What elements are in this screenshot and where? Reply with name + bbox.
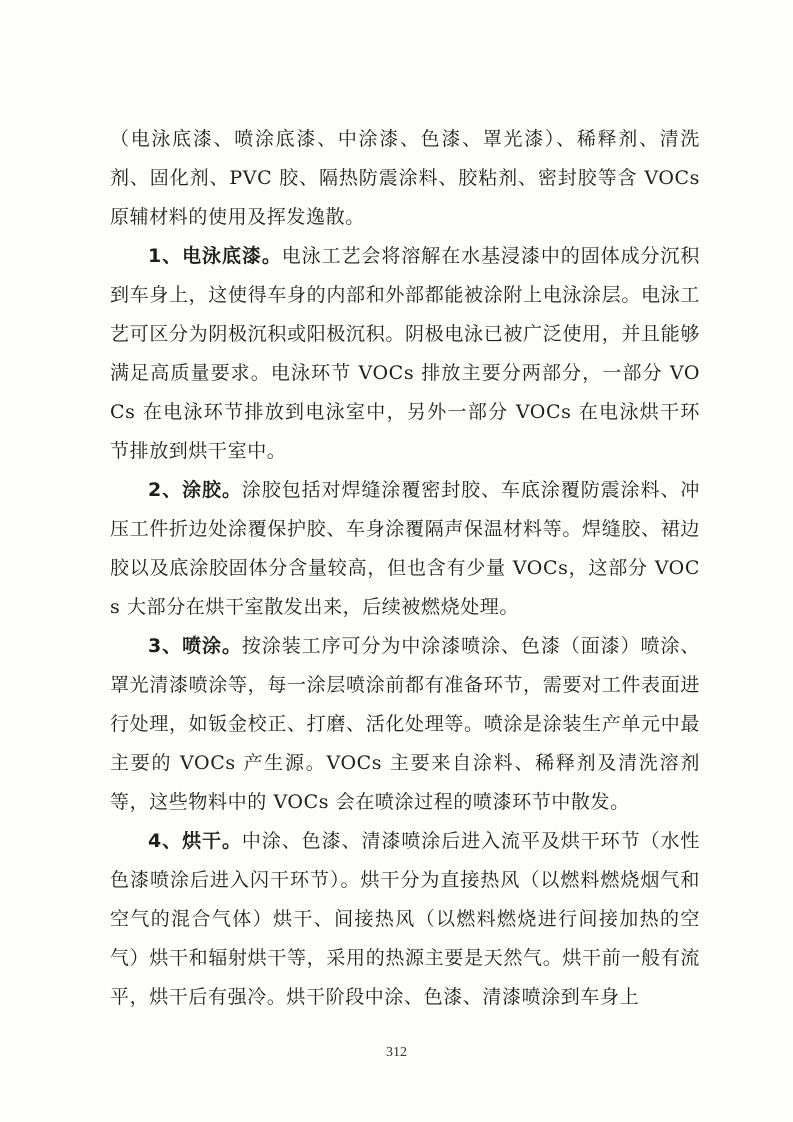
section-heading: 2、涂胶。: [148, 479, 242, 501]
body-text: [110, 120, 700, 1017]
section-paragraph-drying: [110, 822, 700, 1017]
section-text: 按涂装工序可分为中涂漆喷涂、色漆（面漆）喷涂、罩光清漆喷涂等，每一涂层喷涂前都有准备环节，需要对工件表面进行处理，如钣金校正、打磨、活化处理等。喷涂是涂装生产单元中最主要的 VOCs 产生源。VOCs 主要来自涂料、稀释剂及清洗溶剂等，这些物料中的 VOCs 会在喷涂过程的喷漆环节中散发。: [110, 635, 700, 813]
section-heading: 1、电泳底漆。: [148, 245, 282, 267]
section-text: 电泳工艺会将溶解在水基浸漆中的固体成分沉积到车身上，这使得车身的内部和外部都能被涂附上电泳涂层。电泳工艺可区分为阴极沉积或阳极沉积。阴极电泳已被广泛使用，并且能够满足高质量要求。电泳环节 VOCs 排放主要分两部分，一部分 VOCs 在电泳环节排放到电泳室中，另外一部分 VOCs 在电泳烘干环节排放到烘干室中。: [110, 245, 700, 462]
section-heading: 4、烘干。: [148, 830, 242, 852]
intro-paragraph: （电泳底漆、喷涂底漆、中涂漆、色漆、罩光漆）、稀释剂、清洗剂、固化剂、PVC 胶、隔热防震涂料、胶粘剂、密封胶等含 VOCs 原辅材料的使用及挥发逸散。: [110, 128, 700, 228]
section-text: 中涂、色漆、清漆喷涂后进入流平及烘干环节（水性色漆喷涂后进入闪干环节）。烘干分为直接热风（以燃料燃烧烟气和空气的混合气体）烘干、间接热风（以燃料燃烧进行间接加热的空气）烘干和辐射烘干等，采用的热源主要是天然气。烘干前一般有流平，烘干后有强冷。烘干阶段中涂、色漆、清漆喷涂到车身上: [110, 830, 700, 1008]
page-number: 312: [386, 1045, 407, 1060]
section-text: 涂胶包括对焊缝涂覆密封胶、车底涂覆防震涂料、冲压工件折边处涂覆保护胶、车身涂覆隔声保温材料等。焊缝胶、裙边胶以及底涂胶固体分含量较高，但也含有少量 VOCs，这部分 VOCs 大部分在烘干室散发出来，后续被燃烧处理。: [110, 479, 700, 618]
section-paragraph-electrophoresis: [110, 237, 700, 471]
section-heading: 3、喷涂。: [148, 635, 242, 657]
section-paragraph-spraying: [110, 627, 700, 822]
section-paragraph-gluing: [110, 471, 700, 627]
